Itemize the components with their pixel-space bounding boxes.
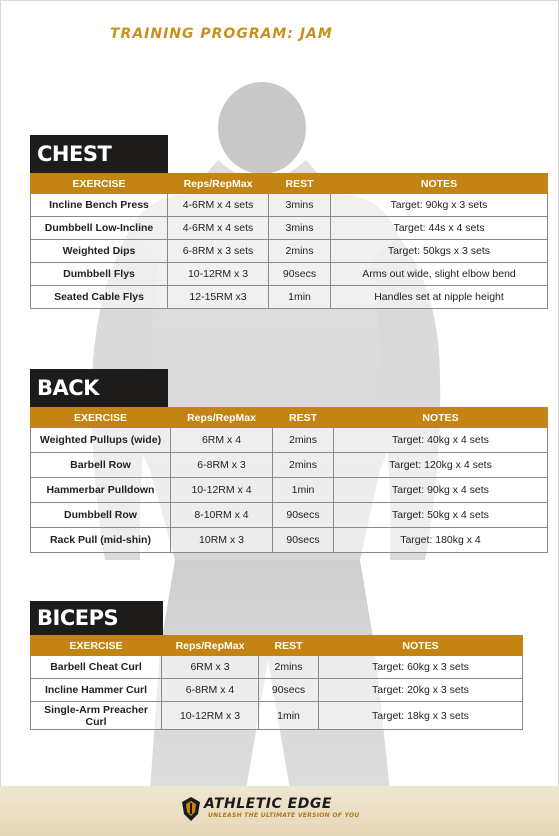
- section-heading-biceps: BICEPS: [30, 601, 163, 635]
- reps-cell: 12-15RM x3: [168, 286, 269, 309]
- notes-cell: Arms out wide, slight elbow bend: [331, 263, 548, 286]
- table-row: [31, 478, 548, 503]
- reps-cell: 6RM x 3: [162, 656, 259, 679]
- rest-cell: 90secs: [269, 263, 331, 286]
- rest-cell: 2mins: [273, 453, 334, 478]
- column-header-reps: Reps/RepMax: [171, 408, 273, 428]
- notes-cell: Target: 40kg x 4 sets: [334, 428, 548, 453]
- column-header-exercise: EXERCISE: [31, 174, 168, 194]
- exercise-cell: Hammerbar Pulldown: [31, 478, 171, 503]
- section-heading-back: BACK: [30, 369, 168, 407]
- column-header-rest: REST: [259, 636, 319, 656]
- exercise-cell: Barbell Cheat Curl: [31, 656, 162, 679]
- notes-cell: Target: 180kg x 4: [334, 528, 548, 553]
- table-header-row: [31, 408, 548, 428]
- notes-cell: Target: 60kg x 3 sets: [319, 656, 523, 679]
- rest-cell: 1min: [269, 286, 331, 309]
- rest-cell: 3mins: [269, 217, 331, 240]
- gladiator-helmet-icon: [178, 796, 204, 822]
- exercise-cell: Weighted Dips: [31, 240, 168, 263]
- table-row: [31, 702, 523, 730]
- column-header-notes: NOTES: [331, 174, 548, 194]
- table-row: [31, 263, 548, 286]
- exercise-cell: Dumbbell Low-Incline: [31, 217, 168, 240]
- exercise-cell: Dumbbell Flys: [31, 263, 168, 286]
- reps-cell: 6-8RM x 3: [171, 453, 273, 478]
- reps-cell: 6RM x 4: [171, 428, 273, 453]
- table-row: [31, 217, 548, 240]
- rest-cell: 1min: [273, 478, 334, 503]
- table-header-row: [31, 636, 523, 656]
- notes-cell: Target: 50kg x 4 sets: [334, 503, 548, 528]
- notes-cell: Handles set at nipple height: [331, 286, 548, 309]
- program-title: TRAINING PROGRAM: JAM: [110, 26, 333, 42]
- column-header-exercise: EXERCISE: [31, 408, 171, 428]
- table-row: [31, 656, 523, 679]
- exercise-cell: Incline Bench Press: [31, 194, 168, 217]
- rest-cell: 3mins: [269, 194, 331, 217]
- reps-cell: 4-6RM x 4 sets: [168, 217, 269, 240]
- notes-cell: Target: 90kg x 3 sets: [331, 194, 548, 217]
- table-row: [31, 453, 548, 478]
- column-header-exercise: EXERCISE: [31, 636, 162, 656]
- table-row: [31, 528, 548, 553]
- column-header-notes: NOTES: [334, 408, 548, 428]
- reps-cell: 10-12RM x 3: [168, 263, 269, 286]
- reps-cell: 10-12RM x 4: [171, 478, 273, 503]
- rest-cell: 90secs: [273, 503, 334, 528]
- exercise-cell: Single-Arm Preacher Curl: [31, 702, 162, 730]
- table-row: [31, 503, 548, 528]
- biceps-table: [30, 635, 523, 730]
- chest-table: [30, 173, 548, 309]
- column-header-rest: REST: [273, 408, 334, 428]
- table-row: [31, 240, 548, 263]
- reps-cell: 10RM x 3: [171, 528, 273, 553]
- exercise-cell: Weighted Pullups (wide): [31, 428, 171, 453]
- notes-cell: Target: 18kg x 3 sets: [319, 702, 523, 730]
- reps-cell: 10-12RM x 3: [162, 702, 259, 730]
- rest-cell: 2mins: [273, 428, 334, 453]
- reps-cell: 6-8RM x 4: [162, 679, 259, 702]
- rest-cell: 2mins: [269, 240, 331, 263]
- table-row: [31, 194, 548, 217]
- exercise-cell: Seated Cable Flys: [31, 286, 168, 309]
- table-row: [31, 286, 548, 309]
- notes-cell: Target: 44s x 4 sets: [331, 217, 548, 240]
- section-heading-chest: CHEST: [30, 135, 168, 173]
- rest-cell: 1min: [259, 702, 319, 730]
- column-header-reps: Reps/RepMax: [168, 174, 269, 194]
- reps-cell: 6-8RM x 3 sets: [168, 240, 269, 263]
- notes-cell: Target: 20kg x 3 sets: [319, 679, 523, 702]
- column-header-reps: Reps/RepMax: [162, 636, 259, 656]
- logo-brand-text: ATHLETIC EDGE: [204, 796, 332, 812]
- exercise-cell: Barbell Row: [31, 453, 171, 478]
- table-row: [31, 679, 523, 702]
- notes-cell: Target: 120kg x 4 sets: [334, 453, 548, 478]
- back-table: [30, 407, 548, 553]
- table-header-row: [31, 174, 548, 194]
- exercise-cell: Dumbbell Row: [31, 503, 171, 528]
- notes-cell: Target: 90kg x 4 sets: [334, 478, 548, 503]
- exercise-cell: Incline Hammer Curl: [31, 679, 162, 702]
- logo-tagline: UNLEASH THE ULTIMATE VERSION OF YOU: [208, 812, 360, 819]
- column-header-notes: NOTES: [319, 636, 523, 656]
- table-row: [31, 428, 548, 453]
- exercise-cell: Rack Pull (mid-shin): [31, 528, 171, 553]
- reps-cell: 8-10RM x 4: [171, 503, 273, 528]
- rest-cell: 2mins: [259, 656, 319, 679]
- notes-cell: Target: 50kgs x 3 sets: [331, 240, 548, 263]
- athletic-edge-logo: [178, 796, 384, 822]
- rest-cell: 90secs: [259, 679, 319, 702]
- column-header-rest: REST: [269, 174, 331, 194]
- rest-cell: 90secs: [273, 528, 334, 553]
- reps-cell: 4-6RM x 4 sets: [168, 194, 269, 217]
